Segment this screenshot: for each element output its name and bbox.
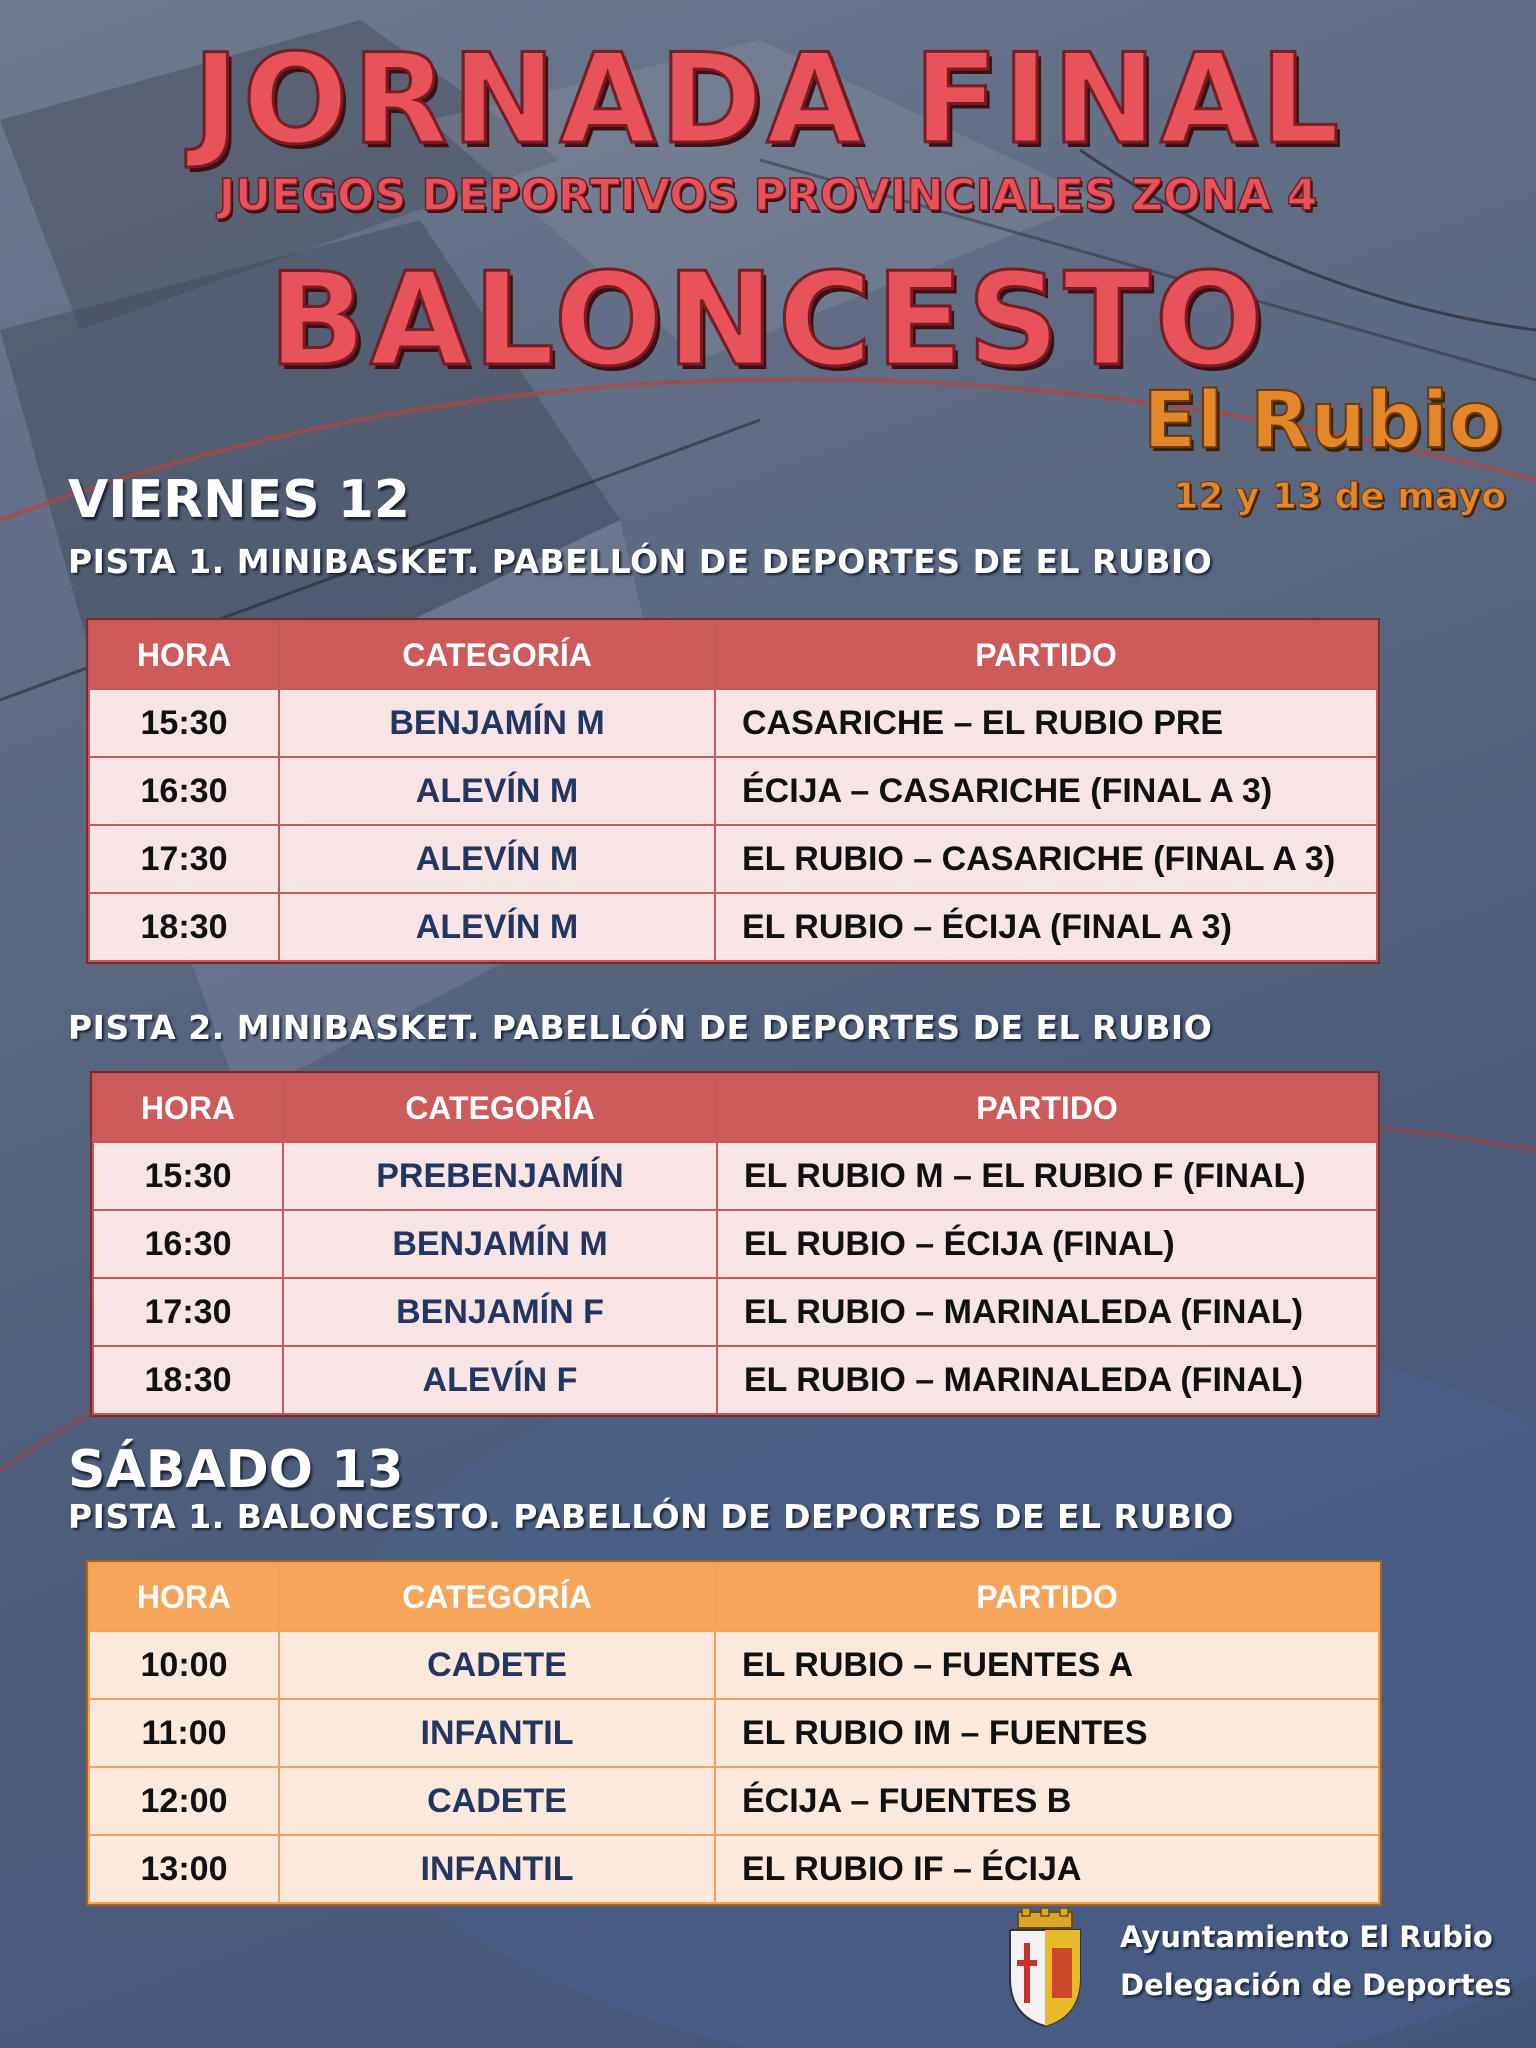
location-title: El Rubio xyxy=(1143,376,1502,466)
event-dates: 12 y 13 de mayo xyxy=(1173,476,1506,517)
cell-partido: ÉCIJA – CASARICHE (FINAL A 3) xyxy=(715,757,1377,825)
town-coat-of-arms-icon xyxy=(1000,1908,1090,2028)
schedule-table-friday-court2 xyxy=(92,1073,1378,1415)
footer-organization: Ayuntamiento El Rubio xyxy=(1120,1920,1493,1954)
event-subtitle: JUEGOS DEPORTIVOS PROVINCIALES ZONA 4 xyxy=(218,170,1318,221)
table-row xyxy=(89,1699,1379,1767)
column-header-partido: PARTIDO xyxy=(715,1563,1379,1631)
schedule-table-saturday-court1 xyxy=(88,1562,1380,1904)
footer-department: Delegación de Deportes xyxy=(1120,1968,1512,2002)
table-row xyxy=(93,1346,1377,1414)
cell-partido: EL RUBIO – CASARICHE (FINAL A 3) xyxy=(715,825,1377,893)
cell-partido: EL RUBIO IF – ÉCIJA xyxy=(715,1835,1379,1903)
schedule-table-friday-court1 xyxy=(88,620,1378,962)
cell-hora: 16:30 xyxy=(89,757,279,825)
court-title-saturday-1: PISTA 1. BALONCESTO. PABELLÓN DE DEPORTES DE EL RUBIO xyxy=(68,1497,1234,1536)
sport-title: BALONCESTO xyxy=(268,246,1268,395)
court-title-friday-1: PISTA 1. MINIBASKET. PABELLÓN DE DEPORTES DE EL RUBIO xyxy=(68,542,1213,581)
table-row xyxy=(89,893,1377,961)
cell-partido: EL RUBIO – MARINALEDA (FINAL) xyxy=(717,1278,1377,1346)
cell-hora: 17:30 xyxy=(93,1278,283,1346)
cell-hora: 18:30 xyxy=(89,893,279,961)
cell-categoria: BENJAMÍN M xyxy=(279,689,715,757)
table-header-row xyxy=(89,1563,1379,1631)
column-header-hora: HORA xyxy=(89,1563,279,1631)
cell-hora: 18:30 xyxy=(93,1346,283,1414)
cell-hora: 13:00 xyxy=(89,1835,279,1903)
column-header-hora: HORA xyxy=(93,1074,283,1142)
cell-categoria: BENJAMÍN F xyxy=(283,1278,717,1346)
cell-partido: CASARICHE – EL RUBIO PRE xyxy=(715,689,1377,757)
table-row xyxy=(93,1210,1377,1278)
table-row xyxy=(89,689,1377,757)
table-header-row xyxy=(89,621,1377,689)
table-header-row xyxy=(93,1074,1377,1142)
table-row xyxy=(89,825,1377,893)
cell-categoria: INFANTIL xyxy=(279,1699,715,1767)
table-row xyxy=(93,1142,1377,1210)
column-header-categoria: CATEGORÍA xyxy=(279,1563,715,1631)
cell-partido: EL RUBIO IM – FUENTES xyxy=(715,1699,1379,1767)
column-header-categoria: CATEGORÍA xyxy=(279,621,715,689)
cell-partido: EL RUBIO – FUENTES A xyxy=(715,1631,1379,1699)
cell-hora: 10:00 xyxy=(89,1631,279,1699)
cell-categoria: ALEVÍN M xyxy=(279,757,715,825)
cell-categoria: ALEVÍN M xyxy=(279,893,715,961)
cell-categoria: CADETE xyxy=(279,1631,715,1699)
table-row xyxy=(89,1631,1379,1699)
table-row xyxy=(93,1278,1377,1346)
cell-categoria: ALEVÍN M xyxy=(279,825,715,893)
cell-hora: 15:30 xyxy=(89,689,279,757)
table-row xyxy=(89,757,1377,825)
main-title: JORNADA FINAL xyxy=(192,28,1344,172)
cell-categoria: BENJAMÍN M xyxy=(283,1210,717,1278)
cell-hora: 17:30 xyxy=(89,825,279,893)
column-header-partido: PARTIDO xyxy=(717,1074,1377,1142)
cell-categoria: ALEVÍN F xyxy=(283,1346,717,1414)
table-row xyxy=(89,1835,1379,1903)
cell-partido: EL RUBIO – ÉCIJA (FINAL) xyxy=(717,1210,1377,1278)
court-title-friday-2: PISTA 2. MINIBASKET. PABELLÓN DE DEPORTES DE EL RUBIO xyxy=(68,1008,1213,1047)
cell-hora: 16:30 xyxy=(93,1210,283,1278)
column-header-hora: HORA xyxy=(89,621,279,689)
cell-categoria: CADETE xyxy=(279,1767,715,1835)
day-heading-saturday: SÁBADO 13 xyxy=(68,1440,404,1500)
cell-categoria: PREBENJAMÍN xyxy=(283,1142,717,1210)
cell-hora: 15:30 xyxy=(93,1142,283,1210)
cell-partido: EL RUBIO M – EL RUBIO F (FINAL) xyxy=(717,1142,1377,1210)
footer xyxy=(1000,1900,1510,2030)
column-header-partido: PARTIDO xyxy=(715,621,1377,689)
cell-hora: 11:00 xyxy=(89,1699,279,1767)
cell-partido: EL RUBIO – ÉCIJA (FINAL A 3) xyxy=(715,893,1377,961)
cell-partido: EL RUBIO – MARINALEDA (FINAL) xyxy=(717,1346,1377,1414)
cell-hora: 12:00 xyxy=(89,1767,279,1835)
day-heading-friday: VIERNES 12 xyxy=(68,470,411,530)
column-header-categoria: CATEGORÍA xyxy=(283,1074,717,1142)
table-row xyxy=(89,1767,1379,1835)
cell-partido: ÉCIJA – FUENTES B xyxy=(715,1767,1379,1835)
cell-categoria: INFANTIL xyxy=(279,1835,715,1903)
